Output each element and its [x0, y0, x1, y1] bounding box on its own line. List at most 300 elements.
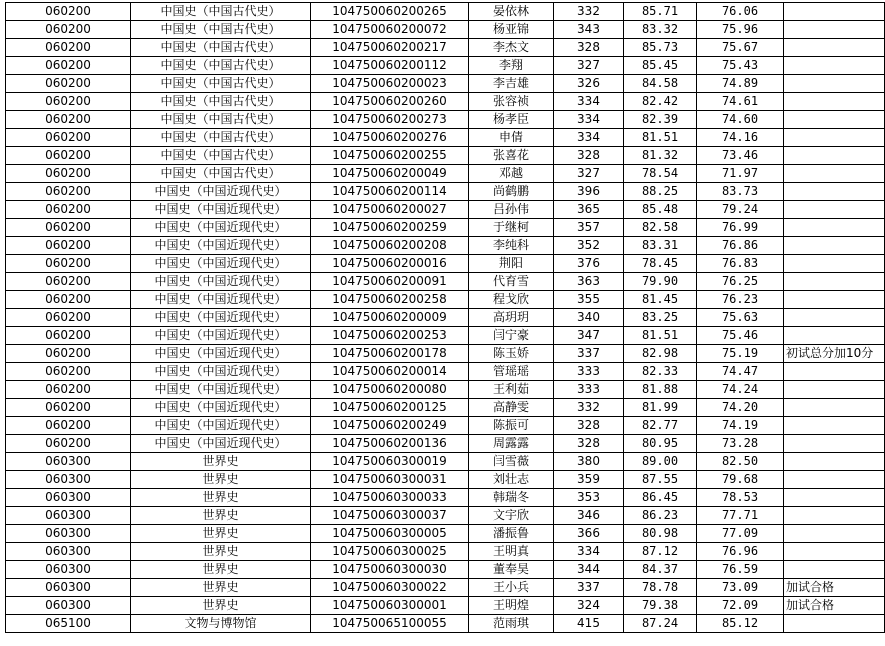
total-score-cell: 72.09: [697, 597, 784, 615]
major-name-cell: 中国史（中国古代史）: [131, 111, 311, 129]
exam-number-cell: 104750060300033: [311, 489, 469, 507]
interview-score-cell: 82.33: [624, 363, 697, 381]
table-row: [6, 453, 885, 471]
table-row: [6, 345, 885, 363]
remark-cell: [784, 39, 885, 57]
major-name-cell: 中国史（中国近现代史）: [131, 345, 311, 363]
remark-cell: [784, 237, 885, 255]
initial-score-cell: 333: [554, 381, 624, 399]
candidate-name-cell: 邓越: [469, 165, 554, 183]
exam-number-cell: 104750060200009: [311, 309, 469, 327]
interview-score-cell: 81.51: [624, 129, 697, 147]
candidate-name-cell: 范雨琪: [469, 615, 554, 633]
candidate-name-cell: 荆阳: [469, 255, 554, 273]
major-code-cell: 060200: [6, 291, 131, 309]
total-score-cell: 75.96: [697, 21, 784, 39]
major-name-cell: 中国史（中国近现代史）: [131, 327, 311, 345]
initial-score-cell: 365: [554, 201, 624, 219]
initial-score-cell: 347: [554, 327, 624, 345]
exam-number-cell: 104750060200253: [311, 327, 469, 345]
interview-score-cell: 82.58: [624, 219, 697, 237]
initial-score-cell: 355: [554, 291, 624, 309]
candidate-name-cell: 高静雯: [469, 399, 554, 417]
remark-cell: [784, 201, 885, 219]
major-code-cell: 060200: [6, 165, 131, 183]
initial-score-cell: 326: [554, 75, 624, 93]
major-code-cell: 060300: [6, 471, 131, 489]
interview-score-cell: 80.95: [624, 435, 697, 453]
initial-score-cell: 334: [554, 543, 624, 561]
candidate-name-cell: 闫雪薇: [469, 453, 554, 471]
initial-score-cell: 344: [554, 561, 624, 579]
table-row: [6, 507, 885, 525]
remark-cell: [784, 111, 885, 129]
major-code-cell: 060200: [6, 183, 131, 201]
remark-cell: [784, 363, 885, 381]
candidate-name-cell: 代育雪: [469, 273, 554, 291]
exam-number-cell: 104750060200208: [311, 237, 469, 255]
remark-cell: [784, 417, 885, 435]
interview-score-cell: 79.38: [624, 597, 697, 615]
exam-number-cell: 104750060200249: [311, 417, 469, 435]
table-row: [6, 471, 885, 489]
interview-score-cell: 87.24: [624, 615, 697, 633]
exam-number-cell: 104750060300031: [311, 471, 469, 489]
initial-score-cell: 328: [554, 435, 624, 453]
table-row: [6, 381, 885, 399]
major-name-cell: 中国史（中国古代史）: [131, 165, 311, 183]
major-name-cell: 中国史（中国近现代史）: [131, 237, 311, 255]
interview-score-cell: 81.99: [624, 399, 697, 417]
total-score-cell: 76.23: [697, 291, 784, 309]
remark-cell: [784, 255, 885, 273]
candidate-name-cell: 张喜花: [469, 147, 554, 165]
major-code-cell: 060200: [6, 255, 131, 273]
remark-cell: [784, 21, 885, 39]
table-row: [6, 3, 885, 21]
table-row: [6, 147, 885, 165]
table-row: [6, 615, 885, 633]
interview-score-cell: 82.42: [624, 93, 697, 111]
interview-score-cell: 86.45: [624, 489, 697, 507]
interview-score-cell: 78.45: [624, 255, 697, 273]
initial-score-cell: 334: [554, 111, 624, 129]
table-row: [6, 579, 885, 597]
major-name-cell: 世界史: [131, 471, 311, 489]
candidate-name-cell: 刘壮志: [469, 471, 554, 489]
table-row: [6, 543, 885, 561]
initial-score-cell: 359: [554, 471, 624, 489]
interview-score-cell: 78.78: [624, 579, 697, 597]
major-code-cell: 060200: [6, 201, 131, 219]
interview-score-cell: 85.45: [624, 57, 697, 75]
remark-cell: [784, 507, 885, 525]
candidate-name-cell: 李翔: [469, 57, 554, 75]
remark-cell: [784, 219, 885, 237]
candidate-name-cell: 张容祯: [469, 93, 554, 111]
total-score-cell: 76.86: [697, 237, 784, 255]
total-score-cell: 74.89: [697, 75, 784, 93]
major-code-cell: 060300: [6, 453, 131, 471]
exam-number-cell: 104750060200072: [311, 21, 469, 39]
candidate-name-cell: 董奉昊: [469, 561, 554, 579]
total-score-cell: 78.53: [697, 489, 784, 507]
exam-number-cell: 104750060200023: [311, 75, 469, 93]
table-row: [6, 183, 885, 201]
remark-cell: [784, 435, 885, 453]
table-row: [6, 111, 885, 129]
candidate-name-cell: 闫宁豪: [469, 327, 554, 345]
major-name-cell: 中国史（中国近现代史）: [131, 363, 311, 381]
total-score-cell: 74.16: [697, 129, 784, 147]
remark-cell: [784, 525, 885, 543]
remark-cell: [784, 147, 885, 165]
interview-score-cell: 83.32: [624, 21, 697, 39]
major-code-cell: 060300: [6, 507, 131, 525]
initial-score-cell: 380: [554, 453, 624, 471]
remark-cell: [784, 399, 885, 417]
total-score-cell: 74.19: [697, 417, 784, 435]
candidate-name-cell: 潘振鲁: [469, 525, 554, 543]
candidate-name-cell: 王小兵: [469, 579, 554, 597]
total-score-cell: 74.24: [697, 381, 784, 399]
total-score-cell: 77.71: [697, 507, 784, 525]
exam-number-cell: 104750060200178: [311, 345, 469, 363]
major-name-cell: 中国史（中国古代史）: [131, 75, 311, 93]
interview-score-cell: 81.51: [624, 327, 697, 345]
total-score-cell: 75.67: [697, 39, 784, 57]
remark-cell: [784, 309, 885, 327]
table-row: [6, 489, 885, 507]
major-name-cell: 世界史: [131, 525, 311, 543]
interview-score-cell: 89.00: [624, 453, 697, 471]
exam-number-cell: 104750060300005: [311, 525, 469, 543]
major-code-cell: 060200: [6, 417, 131, 435]
major-code-cell: 065100: [6, 615, 131, 633]
exam-number-cell: 104750060200265: [311, 3, 469, 21]
major-name-cell: 中国史（中国近现代史）: [131, 309, 311, 327]
major-name-cell: 文物与博物馆: [131, 615, 311, 633]
candidate-name-cell: 杨孝臣: [469, 111, 554, 129]
candidate-name-cell: 程戈欣: [469, 291, 554, 309]
remark-cell: [784, 129, 885, 147]
major-code-cell: 060200: [6, 39, 131, 57]
table-row: [6, 273, 885, 291]
initial-score-cell: 346: [554, 507, 624, 525]
exam-number-cell: 104750060200273: [311, 111, 469, 129]
major-code-cell: 060200: [6, 147, 131, 165]
major-code-cell: 060200: [6, 345, 131, 363]
initial-score-cell: 340: [554, 309, 624, 327]
remark-cell: 初试总分加10分: [784, 345, 885, 363]
exam-number-cell: 104750060300001: [311, 597, 469, 615]
initial-score-cell: 324: [554, 597, 624, 615]
table-row: [6, 93, 885, 111]
interview-score-cell: 81.32: [624, 147, 697, 165]
total-score-cell: 73.28: [697, 435, 784, 453]
table-row: [6, 327, 885, 345]
remark-cell: [784, 273, 885, 291]
initial-score-cell: 332: [554, 3, 624, 21]
interview-score-cell: 83.31: [624, 237, 697, 255]
interview-score-cell: 85.71: [624, 3, 697, 21]
initial-score-cell: 337: [554, 579, 624, 597]
major-name-cell: 中国史（中国近现代史）: [131, 255, 311, 273]
initial-score-cell: 328: [554, 39, 624, 57]
major-name-cell: 世界史: [131, 543, 311, 561]
initial-score-cell: 343: [554, 21, 624, 39]
exam-number-cell: 104750060200014: [311, 363, 469, 381]
initial-score-cell: 396: [554, 183, 624, 201]
remark-cell: [784, 3, 885, 21]
initial-score-cell: 334: [554, 93, 624, 111]
total-score-cell: 74.60: [697, 111, 784, 129]
total-score-cell: 75.19: [697, 345, 784, 363]
total-score-cell: 76.06: [697, 3, 784, 21]
total-score-cell: 75.43: [697, 57, 784, 75]
interview-score-cell: 83.25: [624, 309, 697, 327]
remark-cell: 加试合格: [784, 579, 885, 597]
table-row: [6, 561, 885, 579]
major-name-cell: 中国史（中国近现代史）: [131, 219, 311, 237]
major-name-cell: 中国史（中国近现代史）: [131, 201, 311, 219]
exam-number-cell: 104750060200217: [311, 39, 469, 57]
exam-number-cell: 104750060200259: [311, 219, 469, 237]
total-score-cell: 82.50: [697, 453, 784, 471]
total-score-cell: 76.59: [697, 561, 784, 579]
interview-score-cell: 87.55: [624, 471, 697, 489]
remark-cell: [784, 165, 885, 183]
total-score-cell: 71.97: [697, 165, 784, 183]
exam-number-cell: 104750065100055: [311, 615, 469, 633]
exam-number-cell: 104750060300025: [311, 543, 469, 561]
total-score-cell: 74.47: [697, 363, 784, 381]
remark-cell: [784, 453, 885, 471]
candidate-name-cell: 王明煌: [469, 597, 554, 615]
major-name-cell: 中国史（中国近现代史）: [131, 381, 311, 399]
major-code-cell: 060200: [6, 3, 131, 21]
interview-score-cell: 79.90: [624, 273, 697, 291]
table-row: [6, 291, 885, 309]
initial-score-cell: 357: [554, 219, 624, 237]
candidate-name-cell: 于继柯: [469, 219, 554, 237]
table-row: [6, 363, 885, 381]
total-score-cell: 79.68: [697, 471, 784, 489]
table-row: [6, 201, 885, 219]
total-score-cell: 75.63: [697, 309, 784, 327]
table-row: [6, 237, 885, 255]
exam-number-cell: 104750060300022: [311, 579, 469, 597]
exam-number-cell: 104750060200125: [311, 399, 469, 417]
major-code-cell: 060200: [6, 399, 131, 417]
major-code-cell: 060200: [6, 435, 131, 453]
total-score-cell: 76.96: [697, 543, 784, 561]
total-score-cell: 73.09: [697, 579, 784, 597]
table-row: [6, 57, 885, 75]
major-code-cell: 060300: [6, 561, 131, 579]
remark-cell: [784, 75, 885, 93]
interview-score-cell: 85.73: [624, 39, 697, 57]
candidate-name-cell: 文宇欣: [469, 507, 554, 525]
initial-score-cell: 332: [554, 399, 624, 417]
exam-number-cell: 104750060200258: [311, 291, 469, 309]
candidate-name-cell: 王利茹: [469, 381, 554, 399]
interview-score-cell: 81.45: [624, 291, 697, 309]
initial-score-cell: 328: [554, 147, 624, 165]
exam-number-cell: 104750060200255: [311, 147, 469, 165]
major-code-cell: 060300: [6, 597, 131, 615]
exam-number-cell: 104750060200027: [311, 201, 469, 219]
major-code-cell: 060200: [6, 219, 131, 237]
remark-cell: [784, 561, 885, 579]
major-name-cell: 中国史（中国近现代史）: [131, 291, 311, 309]
table-row: [6, 129, 885, 147]
table-row: [6, 21, 885, 39]
results-table-body: [6, 3, 885, 633]
interview-score-cell: 85.48: [624, 201, 697, 219]
candidate-name-cell: 王明真: [469, 543, 554, 561]
remark-cell: [784, 381, 885, 399]
candidate-name-cell: 高玥玥: [469, 309, 554, 327]
total-score-cell: 75.46: [697, 327, 784, 345]
candidate-name-cell: 陈玉娇: [469, 345, 554, 363]
remark-cell: [784, 471, 885, 489]
table-row: [6, 165, 885, 183]
table-row: [6, 435, 885, 453]
table-row: [6, 75, 885, 93]
major-name-cell: 中国史（中国近现代史）: [131, 417, 311, 435]
exam-number-cell: 104750060200049: [311, 165, 469, 183]
major-code-cell: 060300: [6, 525, 131, 543]
major-code-cell: 060200: [6, 111, 131, 129]
major-name-cell: 中国史（中国古代史）: [131, 93, 311, 111]
total-score-cell: 85.12: [697, 615, 784, 633]
remark-cell: [784, 327, 885, 345]
remark-cell: 加试合格: [784, 597, 885, 615]
candidate-name-cell: 杨亚锦: [469, 21, 554, 39]
table-row: [6, 255, 885, 273]
initial-score-cell: 334: [554, 129, 624, 147]
major-code-cell: 060200: [6, 327, 131, 345]
interview-score-cell: 82.98: [624, 345, 697, 363]
major-code-cell: 060200: [6, 75, 131, 93]
remark-cell: [784, 543, 885, 561]
initial-score-cell: 363: [554, 273, 624, 291]
major-name-cell: 中国史（中国古代史）: [131, 57, 311, 75]
major-code-cell: 060300: [6, 579, 131, 597]
major-code-cell: 060200: [6, 309, 131, 327]
table-row: [6, 39, 885, 57]
remark-cell: [784, 291, 885, 309]
initial-score-cell: 327: [554, 57, 624, 75]
total-score-cell: 76.99: [697, 219, 784, 237]
exam-number-cell: 104750060200080: [311, 381, 469, 399]
interview-score-cell: 88.25: [624, 183, 697, 201]
initial-score-cell: 327: [554, 165, 624, 183]
total-score-cell: 73.46: [697, 147, 784, 165]
exam-number-cell: 104750060200276: [311, 129, 469, 147]
interview-score-cell: 87.12: [624, 543, 697, 561]
candidate-name-cell: 李杰文: [469, 39, 554, 57]
remark-cell: [784, 57, 885, 75]
table-row: [6, 309, 885, 327]
exam-number-cell: 104750060200114: [311, 183, 469, 201]
major-name-cell: 世界史: [131, 579, 311, 597]
major-name-cell: 中国史（中国古代史）: [131, 39, 311, 57]
major-code-cell: 060200: [6, 129, 131, 147]
total-score-cell: 77.09: [697, 525, 784, 543]
candidate-name-cell: 管瑶瑶: [469, 363, 554, 381]
exam-number-cell: 104750060200260: [311, 93, 469, 111]
major-name-cell: 世界史: [131, 507, 311, 525]
candidate-name-cell: 尚鹤鹏: [469, 183, 554, 201]
table-row: [6, 597, 885, 615]
remark-cell: [784, 93, 885, 111]
interview-score-cell: 82.39: [624, 111, 697, 129]
major-code-cell: 060200: [6, 381, 131, 399]
table-row: [6, 417, 885, 435]
candidate-name-cell: 李纯科: [469, 237, 554, 255]
major-name-cell: 世界史: [131, 489, 311, 507]
major-name-cell: 世界史: [131, 453, 311, 471]
total-score-cell: 83.73: [697, 183, 784, 201]
remark-cell: [784, 615, 885, 633]
candidate-name-cell: 韩瑞冬: [469, 489, 554, 507]
total-score-cell: 76.25: [697, 273, 784, 291]
major-code-cell: 060300: [6, 543, 131, 561]
exam-number-cell: 104750060200136: [311, 435, 469, 453]
major-name-cell: 中国史（中国古代史）: [131, 3, 311, 21]
interview-score-cell: 82.77: [624, 417, 697, 435]
interview-score-cell: 84.58: [624, 75, 697, 93]
total-score-cell: 79.24: [697, 201, 784, 219]
candidate-name-cell: 周露露: [469, 435, 554, 453]
interview-score-cell: 78.54: [624, 165, 697, 183]
major-name-cell: 中国史（中国近现代史）: [131, 399, 311, 417]
table-row: [6, 525, 885, 543]
major-code-cell: 060200: [6, 21, 131, 39]
exam-number-cell: 104750060300037: [311, 507, 469, 525]
remark-cell: [784, 489, 885, 507]
major-code-cell: 060200: [6, 273, 131, 291]
interview-score-cell: 81.88: [624, 381, 697, 399]
major-name-cell: 中国史（中国近现代史）: [131, 435, 311, 453]
major-code-cell: 060200: [6, 363, 131, 381]
initial-score-cell: 328: [554, 417, 624, 435]
initial-score-cell: 353: [554, 489, 624, 507]
candidate-name-cell: 李吉雄: [469, 75, 554, 93]
initial-score-cell: 366: [554, 525, 624, 543]
candidate-name-cell: 晏依林: [469, 3, 554, 21]
exam-number-cell: 104750060200091: [311, 273, 469, 291]
major-code-cell: 060200: [6, 57, 131, 75]
table-row: [6, 399, 885, 417]
exam-number-cell: 104750060200016: [311, 255, 469, 273]
results-table: [5, 2, 885, 633]
initial-score-cell: 352: [554, 237, 624, 255]
table-row: [6, 219, 885, 237]
initial-score-cell: 415: [554, 615, 624, 633]
exam-number-cell: 104750060300019: [311, 453, 469, 471]
candidate-name-cell: 陈振可: [469, 417, 554, 435]
exam-number-cell: 104750060200112: [311, 57, 469, 75]
total-score-cell: 74.61: [697, 93, 784, 111]
major-name-cell: 中国史（中国古代史）: [131, 129, 311, 147]
major-code-cell: 060300: [6, 489, 131, 507]
initial-score-cell: 333: [554, 363, 624, 381]
initial-score-cell: 376: [554, 255, 624, 273]
interview-score-cell: 84.37: [624, 561, 697, 579]
